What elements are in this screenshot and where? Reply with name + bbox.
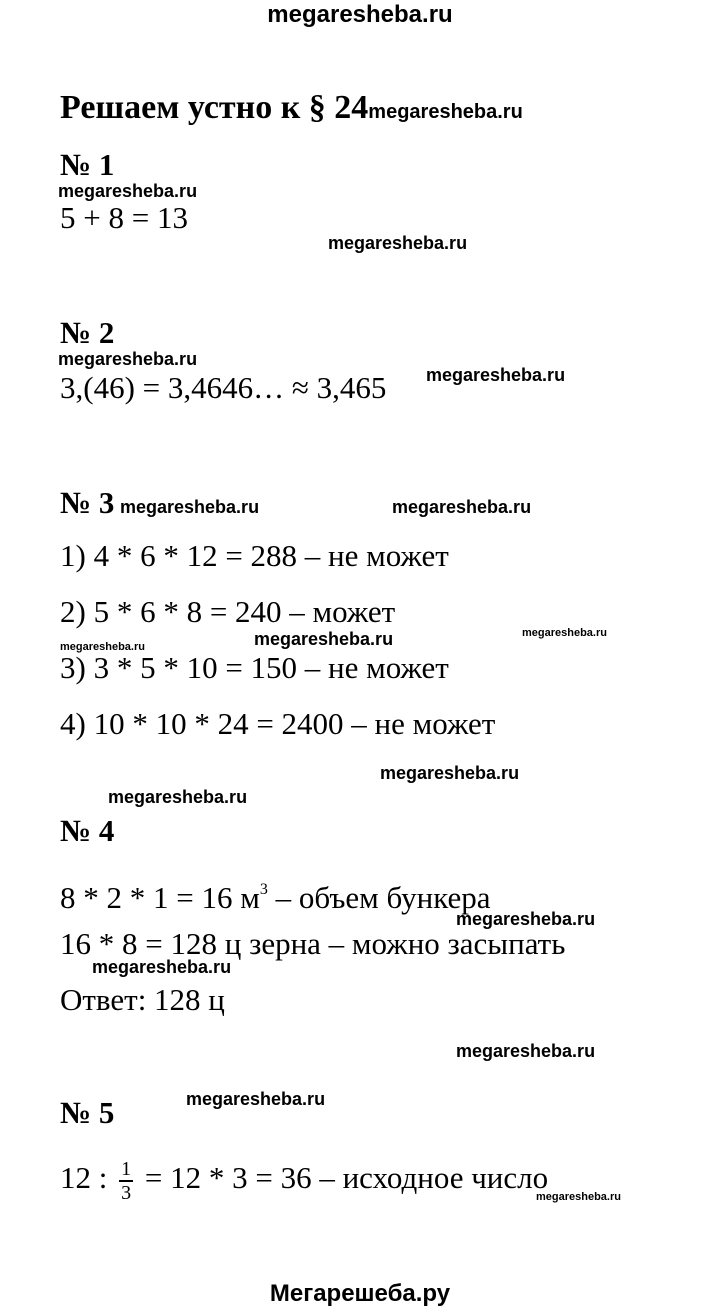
watermark: megaresheba.ru — [456, 909, 596, 929]
watermark: megaresheba.ru — [108, 787, 248, 807]
task-3-heading: № 3 — [60, 485, 115, 520]
task-5-heading: № 5 — [60, 1095, 115, 1130]
watermark: megaresheba.ru — [328, 233, 468, 253]
task-4-line-3: Ответ: 128 ц — [60, 982, 225, 1017]
task-3-line-4: 4) 10 * 10 * 24 = 2400 – не может — [60, 706, 496, 741]
watermark: megaresheba.ru — [456, 1041, 596, 1061]
task-5-line-1-before: 12 : — [60, 1160, 116, 1196]
task-2-line-1: 3,(46) = 3,4646… ≈ 3,465 — [60, 370, 387, 405]
task-4-line-1 — [60, 870, 491, 918]
site-header[interactable]: megaresheba.ru — [267, 1, 453, 28]
fraction — [119, 1158, 133, 1204]
page-title — [60, 86, 523, 130]
fraction-denominator: 3 — [121, 1182, 132, 1204]
task-5-line-1 — [60, 1158, 548, 1204]
watermark: megaresheba.ru — [368, 101, 523, 123]
watermark: megaresheba.ru — [58, 181, 198, 201]
watermark: megaresheba.ru — [380, 763, 520, 783]
watermark: megaresheba.ru — [120, 497, 260, 517]
task-4-line-2: 16 * 8 = 128 ц зерна – можно засыпать — [60, 926, 566, 961]
fraction-numerator: 1 — [121, 1158, 132, 1180]
task-4-line-1-before: 8 * 2 * 1 = 16 м — [60, 880, 260, 915]
site-footer[interactable]: Мегарешеба.ру — [269, 1280, 451, 1307]
watermark: megaresheba.ru — [186, 1089, 326, 1109]
task-1-heading: № 1 — [60, 147, 115, 182]
superscript-cube: 3 — [259, 881, 268, 898]
task-5-line-1-after: = 12 * 3 = 36 – исходное число — [137, 1160, 549, 1196]
task-2-heading: № 2 — [60, 315, 115, 350]
watermark: megaresheba.ru — [58, 349, 198, 369]
task-4-line-1-after: – объем бункера — [267, 880, 491, 915]
page-title-text: Решаем устно к § 24 — [60, 89, 369, 126]
task-3-line-2: 2) 5 * 6 * 8 = 240 – может — [60, 594, 396, 629]
watermark: megaresheba.ru — [426, 365, 566, 385]
task-3-line-1: 1) 4 * 6 * 12 = 288 – не может — [60, 538, 449, 573]
task-3-line-3: 3) 3 * 5 * 10 = 150 – не может — [60, 650, 449, 685]
watermark: megaresheba.ru — [536, 1191, 621, 1203]
watermark: megaresheba.ru — [522, 627, 607, 639]
watermark: megaresheba.ru — [254, 629, 394, 649]
task-1-line-1: 5 + 8 = 13 — [60, 200, 188, 235]
watermark: megaresheba.ru — [92, 957, 232, 977]
watermark: megaresheba.ru — [60, 641, 145, 653]
task-4-heading: № 4 — [60, 813, 115, 848]
watermark: megaresheba.ru — [392, 497, 532, 517]
